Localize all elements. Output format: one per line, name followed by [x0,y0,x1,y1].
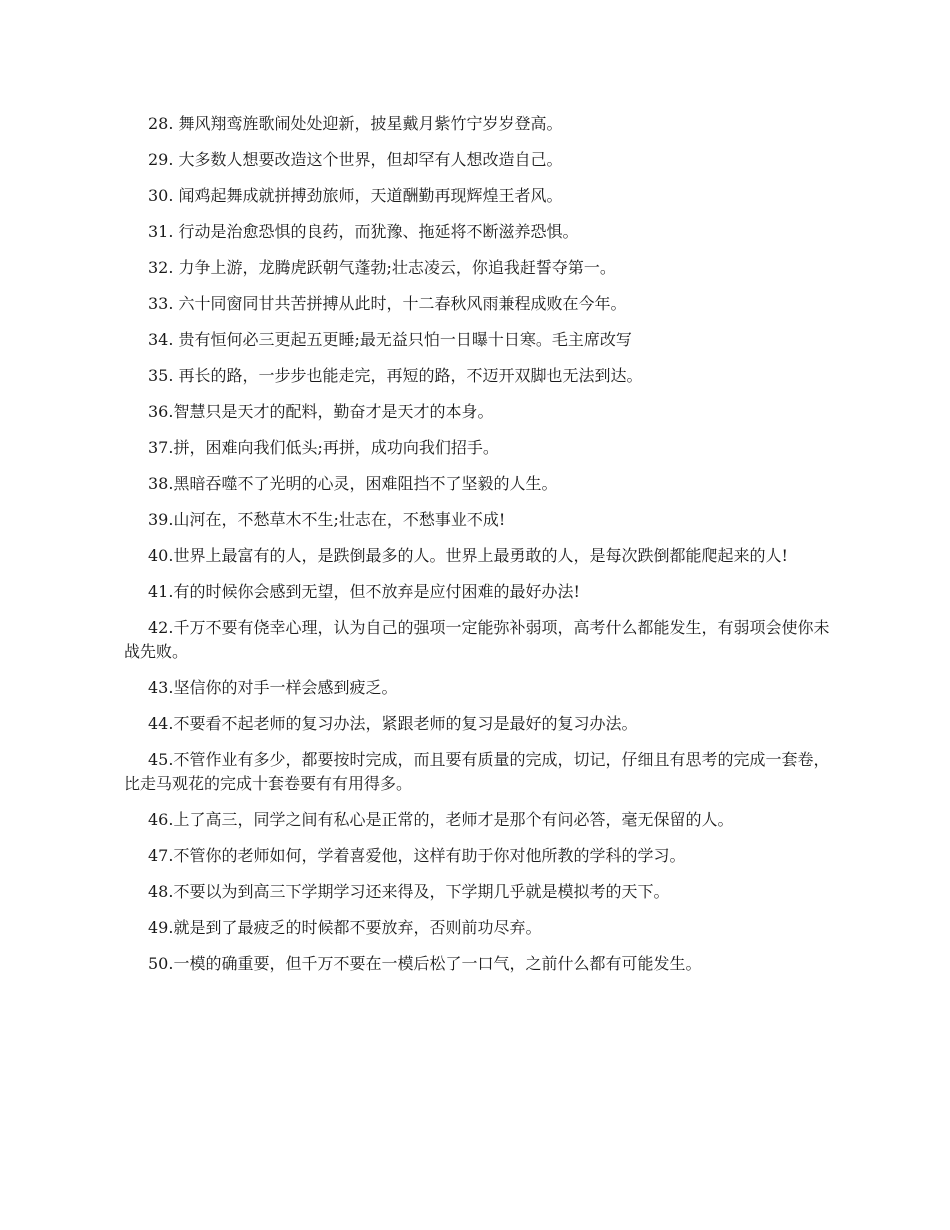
paragraph-34: 34. 贵有恒何必三更起五更睡;最无益只怕一日曝十日寒。毛主席改写 [148,330,632,349]
paragraph-43: 43.坚信你的对手一样会感到疲乏。 [148,678,398,697]
paragraph-29: 29. 大多数人想要改造这个世界，但却罕有人想改造自己。 [148,150,563,169]
paragraph-35: 35. 再长的路，一步步也能走完，再短的路，不迈开双脚也无法到达。 [148,366,643,385]
paragraph-39: 39.山河在，不愁草木不生;壮志在，不愁事业不成! [148,510,506,529]
paragraph-38: 38.黑暗吞噬不了光明的心灵，困难阻挡不了坚毅的人生。 [148,474,558,493]
paragraph-46: 46.上了高三，同学之间有私心是正常的，老师才是那个有问必答，毫无保留的人。 [148,810,734,829]
paragraph-49: 49.就是到了最疲乏的时候都不要放弃，否则前功尽弃。 [148,918,542,937]
paragraph-33: 33. 六十同窗同甘共苦拼搏从此时，十二春秋风雨兼程成败在今年。 [148,294,627,313]
paragraph-41: 41.有的时候你会感到无望，但不放弃是应付困难的最好办法! [148,582,580,601]
paragraph-47: 47.不管你的老师如何，学着喜爱他，这样有助于你对他所教的学科的学习。 [148,846,686,865]
paragraph-32: 32. 力争上游，龙腾虎跃朝气蓬勃;壮志凌云，你追我赶誓夺第一。 [148,258,616,277]
paragraph-31: 31. 行动是治愈恐惧的良药，而犹豫、拖延将不断滋养恐惧。 [148,222,579,241]
paragraph-50: 50.一模的确重要，但千万不要在一模后松了一口气，之前什么都有可能发生。 [148,954,702,973]
paragraph-45: 45.不管作业有多少，都要按时完成，而且要有质量的完成，切记，仔细且有思考的完成一套卷，比走马观花的完成十套卷要有有用得多。 [124,750,830,793]
paragraph-42: 42.千万不要有侥幸心理，认为自己的强项一定能弥补弱项，高考什么都能发生，有弱项会使你未战先败。 [124,618,830,661]
paragraph-40: 40.世界上最富有的人，是跌倒最多的人。世界上最勇敢的人，是每次跌倒都能爬起来的人! [148,546,788,565]
paragraph-44: 44.不要看不起老师的复习办法，紧跟老师的复习是最好的复习办法。 [148,714,638,733]
paragraph-28: 28. 舞风翔鸾旌歌闹处处迎新，披星戴月紫竹宁岁岁登高。 [148,114,563,133]
paragraph-36: 36.智慧只是天才的配料，勤奋才是天才的本身。 [148,402,494,421]
document-body [124,112,830,988]
paragraph-48: 48.不要以为到高三下学期学习还来得及，下学期几乎就是模拟考的天下。 [148,882,670,901]
paragraph-30: 30. 闻鸡起舞成就拼搏劲旅师，天道酬勤再现辉煌王者风。 [148,186,563,205]
paragraph-37: 37.拼，困难向我们低头;再拼，成功向我们招手。 [148,438,499,457]
